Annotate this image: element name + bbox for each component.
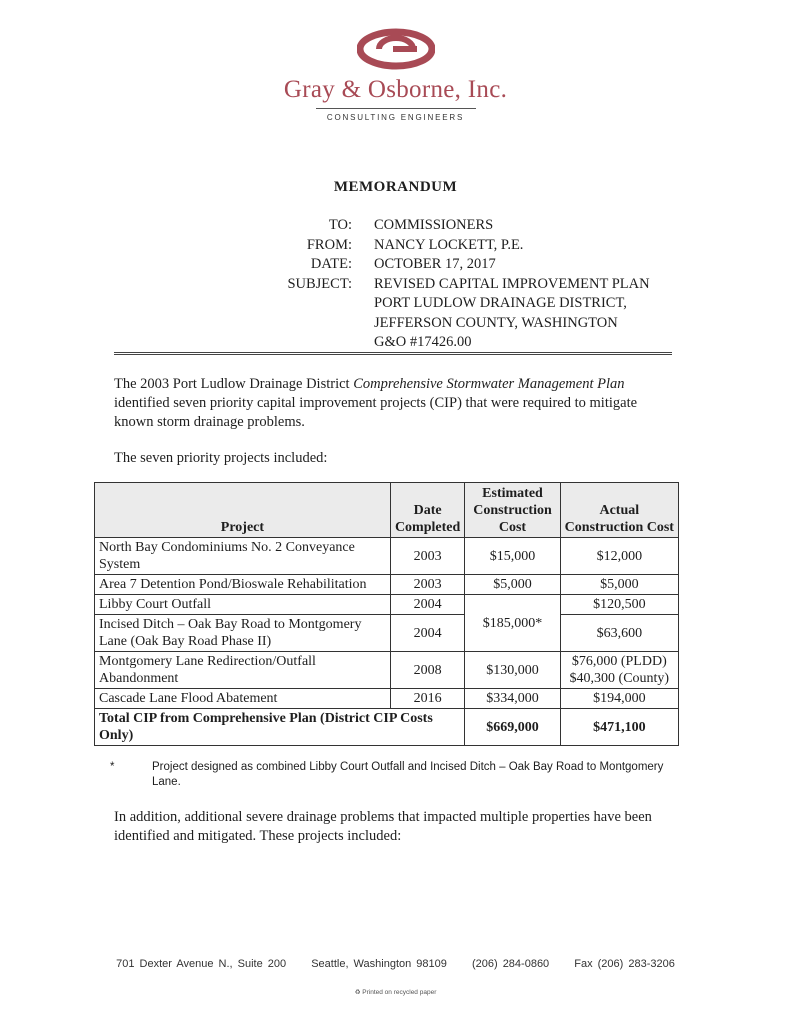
subject-line: REVISED CAPITAL IMPROVEMENT PLAN <box>374 275 650 292</box>
table-row <box>95 652 679 689</box>
project-cell: Incised Ditch – Oak Bay Road to Montgomery Lane (Oak Bay Road Phase II) <box>95 615 391 652</box>
recycled-text: Printed on recycled paper <box>362 989 437 996</box>
total-label: Total CIP from Comprehensive Plan (District CIP Costs Only) <box>95 709 465 746</box>
cip-table <box>94 482 679 746</box>
table-row <box>95 575 679 595</box>
total-estimated: $669,000 <box>465 709 560 746</box>
actual-cell: $120,500 <box>560 595 678 615</box>
footnote-text: Project designed as combined Libby Court Outfall and Incised Ditch – Oak Bay Road to Montgomery Lane. <box>152 761 664 788</box>
project-cell: Area 7 Detention Pond/Bioswale Rehabilitation <box>95 575 391 595</box>
actual-cell <box>560 652 678 689</box>
footer-city: Seattle, Washington 98109 <box>311 958 447 970</box>
col-header-estimated: Estimated Construction Cost <box>465 483 560 538</box>
actual-cell: $63,600 <box>560 615 678 652</box>
subject-row <box>270 275 650 353</box>
from-label: FROM: <box>306 236 352 253</box>
company-name: Gray & Osborne, Inc. <box>283 76 508 103</box>
table-row <box>95 595 679 615</box>
estimated-cell: $130,000 <box>465 652 560 689</box>
letterhead <box>0 28 791 122</box>
header-divider <box>114 352 672 357</box>
date-cell: 2004 <box>390 615 465 652</box>
memo-title: MEMORANDUM <box>333 179 458 195</box>
col-header-date: Date Completed <box>390 483 465 538</box>
estimated-cell-combined: $185,000* <box>465 595 560 652</box>
footnote-mark: * <box>110 761 115 773</box>
date-row <box>270 255 650 275</box>
date-cell: 2008 <box>390 652 465 689</box>
recycle-icon: ♻ <box>354 989 361 996</box>
project-cell: North Bay Condominiums No. 2 Conveyance System <box>95 538 391 575</box>
date-cell: 2003 <box>390 538 465 575</box>
date-cell: 2003 <box>390 575 465 595</box>
actual-county: $40,300 (County) <box>569 671 670 686</box>
actual-pldd: $76,000 (PLDD) <box>571 654 667 669</box>
total-actual: $471,100 <box>560 709 678 746</box>
col-header-project: Project <box>95 483 391 538</box>
subject-line: JEFFERSON COUNTY, WASHINGTON <box>374 314 618 331</box>
subject-line: PORT LUDLOW DRAINAGE DISTRICT, <box>374 295 627 311</box>
letterhead-footer <box>0 958 791 970</box>
footer-phone: (206) 284-0860 <box>471 958 550 970</box>
subject-line: G&O #17426.00 <box>374 334 472 350</box>
date-value: OCTOBER 17, 2017 <box>374 256 496 272</box>
subject-value <box>374 275 650 353</box>
recycled-paper-note <box>0 988 791 996</box>
actual-cell: $194,000 <box>560 689 678 709</box>
table-header-row <box>95 483 679 538</box>
project-cell: Libby Court Outfall <box>95 595 391 615</box>
actual-cell: $5,000 <box>560 575 678 595</box>
estimated-cell: $15,000 <box>465 538 560 575</box>
tagline-divider <box>316 108 476 122</box>
subject-label: SUBJECT: <box>287 275 352 292</box>
intro-text-start: The 2003 Port Ludlow Drainage District <box>114 376 354 392</box>
table-row <box>95 538 679 575</box>
table-footnote <box>110 760 674 790</box>
memo-header <box>270 216 650 353</box>
total-row <box>95 709 679 746</box>
intro-paragraph <box>114 375 674 432</box>
col-header-actual: Actual Construction Cost <box>560 483 678 538</box>
intro-text-end: identified seven priority capital improvement projects (CIP) that were required to mitigate known storm drainage problems. <box>114 395 638 430</box>
additional-projects-paragraph: In addition, additional severe drainage problems that impacted multiple properties have been identified and mitigated. These projects included: <box>114 809 652 844</box>
date-cell: 2016 <box>390 689 465 709</box>
date-cell: 2004 <box>390 595 465 615</box>
table-row <box>95 689 679 709</box>
footer-address: 701 Dexter Avenue N., Suite 200 <box>116 958 287 970</box>
to-label: TO: <box>328 217 352 233</box>
footer-fax: Fax (206) 283-3206 <box>574 958 675 970</box>
date-label: DATE: <box>310 256 352 272</box>
project-cell: Montgomery Lane Redirection/Outfall Abandonment <box>95 652 391 689</box>
go-monogram-logo-icon <box>357 28 435 70</box>
from-row <box>270 236 650 256</box>
project-cell: Cascade Lane Flood Abatement <box>95 689 391 709</box>
projects-intro: The seven priority projects included: <box>114 450 328 466</box>
to-value: COMMISSIONERS <box>374 217 494 233</box>
estimated-cell: $5,000 <box>465 575 560 595</box>
actual-cell: $12,000 <box>560 538 678 575</box>
to-row <box>270 216 650 236</box>
from-value: NANCY LOCKETT, P.E. <box>374 236 524 253</box>
company-tagline: CONSULTING ENGINEERS <box>326 113 465 122</box>
plan-title: Comprehensive Stormwater Management Plan <box>353 376 625 392</box>
table-row <box>95 615 679 652</box>
estimated-cell: $334,000 <box>465 689 560 709</box>
